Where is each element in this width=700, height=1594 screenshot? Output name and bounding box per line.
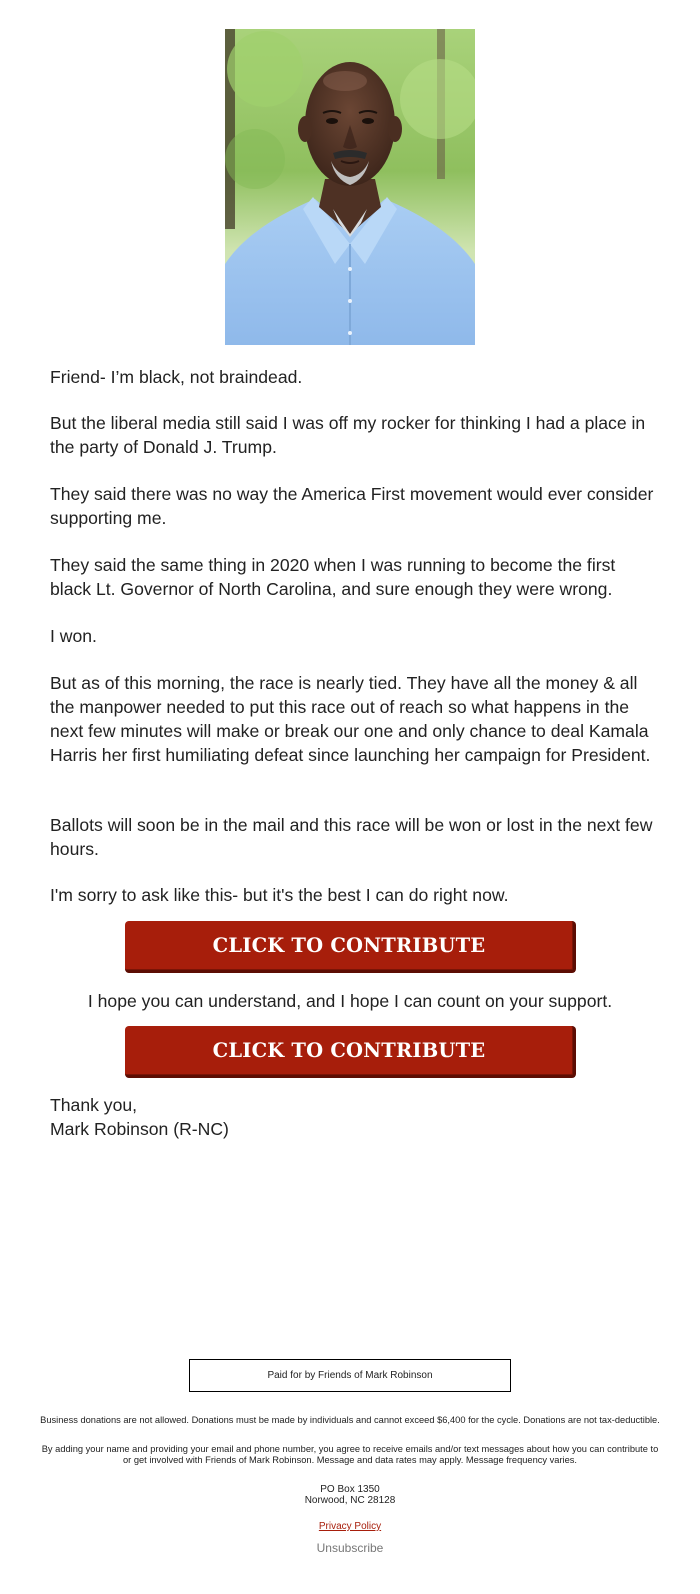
contribute-button-label: CLICK TO CONTRIBUTE [212, 1039, 486, 1062]
contribute-button-primary[interactable] [125, 921, 576, 973]
paragraph-ballots: Ballots will soon be in the mail and this race will be won or lost in the next few hours. [50, 815, 653, 859]
unsubscribe-row [0, 1541, 700, 1555]
unsubscribe-link[interactable]: Unsubscribe [316, 1541, 384, 1555]
candidate-portrait-photo [225, 29, 475, 345]
paragraph-2020-race: They said the same thing in 2020 when I was running to become the first black Lt. Governor of North Carolina, and sure enough they were wrong. [50, 555, 616, 599]
support-line: I hope you can understand, and I hope I can count on your support. [87, 991, 613, 1011]
address-line-2: Norwood, NC 28128 [304, 1495, 396, 1506]
paragraph-liberal-media: But the liberal media still said I was off my rocker for thinking I had a place in the party of Donald J. Trump. [50, 413, 646, 457]
privacy-policy-row [0, 1521, 700, 1533]
signature: Mark Robinson (R-NC) [50, 1119, 229, 1139]
contribute-button-secondary[interactable] [125, 1026, 576, 1078]
sign-off: Thank you, [50, 1095, 138, 1115]
paragraph-race-tied: But as of this morning, the race is nearly tied. They have all the money & all the manpower needed to put this race out of reach so what happens in the next few minutes will make or break our one and only chance to deal Kamala Harris her first humiliating defeat since launching her campaign for President. [50, 673, 651, 765]
paragraph-america-first: They said there was no way the America First movement would ever consider supporting me. [50, 484, 654, 528]
privacy-policy-link[interactable]: Privacy Policy [318, 1521, 382, 1532]
paragraph-sorry-to-ask: I'm sorry to ask like this- but it's the best I can do right now. [50, 885, 509, 905]
address-line-1: PO Box 1350 [320, 1484, 380, 1495]
paid-for-disclaimer-box [189, 1359, 511, 1392]
paragraph-i-won: I won. [50, 626, 97, 646]
donation-notice: Business donations are not allowed. Donations must be made by individuals and cannot exceed $6,400 for the cycle. Donations are not tax-deductible. [40, 1415, 660, 1425]
contribute-button-label: CLICK TO CONTRIBUTE [212, 934, 486, 957]
paid-for-text: Paid for by Friends of Mark Robinson [267, 1370, 433, 1381]
greeting-line: Friend- I’m black, not braindead. [50, 367, 303, 387]
consent-notice: By adding your name and providing your email and phone number, you agree to receive emails and/or text messages about how you can contribute to or get involved with Friends of Mark Robinson. Message and data rates may apply. Message frequency varies. [41, 1444, 659, 1465]
